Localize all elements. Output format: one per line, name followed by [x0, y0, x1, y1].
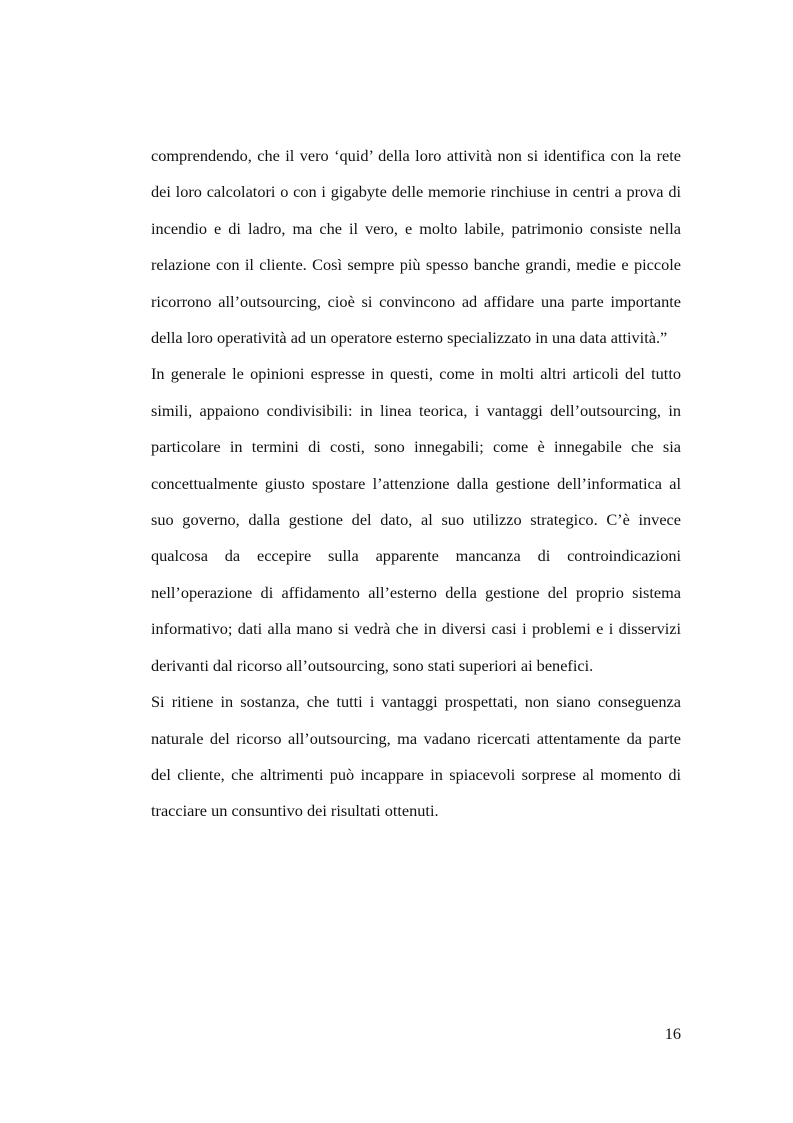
- paragraph-continuation: comprendendo, che il vero ‘quid’ della loro attività non si identifica con la rete dei loro calcolatori o con i gigabyte delle memorie rinchiuse in centri a prova di incendio e di ladro, ma che il vero, e molto labile, patrimonio consiste nella relazione con il cliente. Così sempre più spesso banche grandi, medie e piccole ricorrono all’outsourcing, cioè si convincono ad affidare una parte importante della loro operatività ad un operatore esterno specializzato in una data attività.”: [151, 146, 681, 348]
- page-number: 16: [664, 1024, 681, 1043]
- body-text: [151, 138, 681, 830]
- paragraph-opinions: In generale le opinioni espresse in questi, come in molti altri articoli del tutto simili, appaiono condivisibili: in linea teorica, i vantaggi dell’outsourcing, in particolare in termini di costi, sono innegabili; come è innegabile che sia concettualmente giusto spostare l’attenzione dalla gestione dell’informatica al suo governo, dalla gestione del dato, al suo utilizzo strategico. C’è invece qualcosa da eccepire sulla apparente mancanza di controindicazioni nell’operazione di affidamento all’esterno della gestione del proprio sistema informativo; dati alla mano si vedrà che in diversi casi i problemi e i disservizi derivanti dal ricorso all’outsourcing, sono stati superiori ai benefici.: [151, 364, 681, 675]
- paragraph-conclusion: Si ritiene in sostanza, che tutti i vantaggi prospettati, non siano conseguenza naturale del ricorso all’outsourcing, ma vadano ricercati attentamente da parte del cliente, che altrimenti può incappare in spiacevoli sorprese al momento di tracciare un consuntivo dei risultati ottenuti.: [151, 692, 681, 821]
